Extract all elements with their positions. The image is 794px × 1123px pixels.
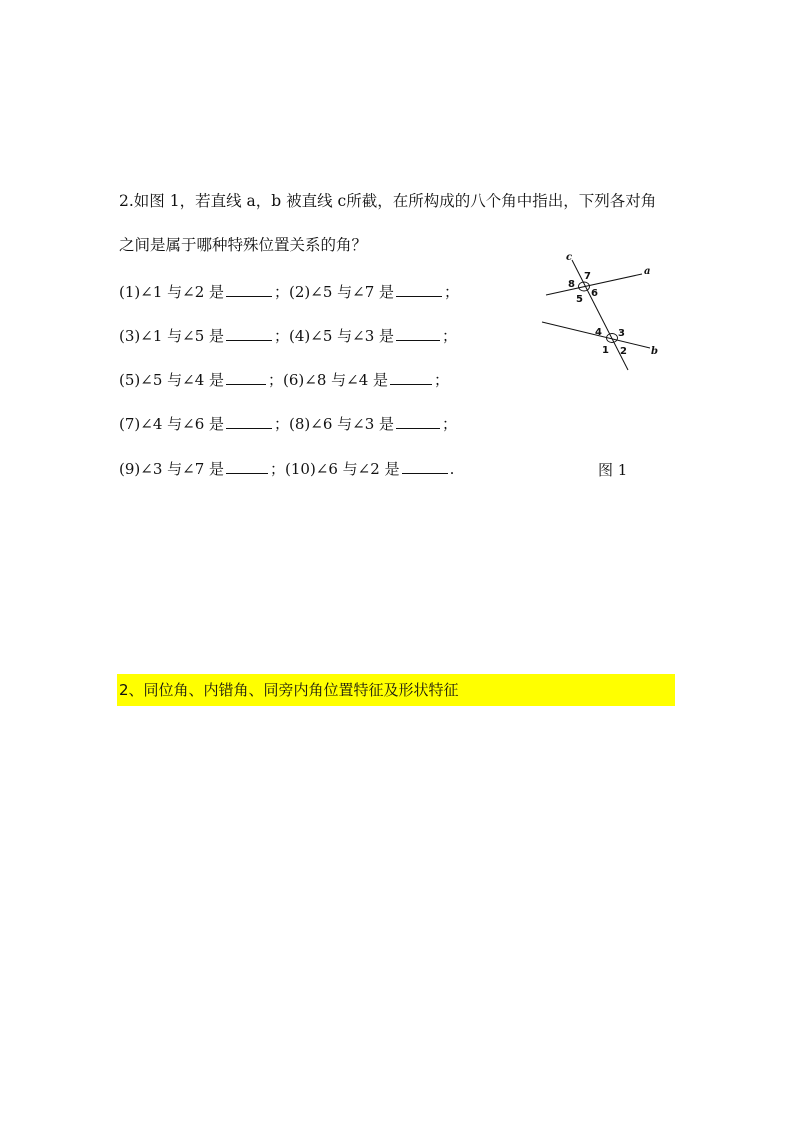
angle-4-label: 4 (595, 327, 602, 338)
answer-blank-6[interactable] (390, 370, 432, 385)
answer-blank-7[interactable] (226, 414, 272, 429)
angle-6-label: 6 (591, 288, 598, 299)
item-9-text: (9)∠3 与∠7 是 (119, 460, 225, 478)
question-row-4 (119, 413, 457, 435)
item-2-text: ；(2)∠5 与∠7 是 (274, 283, 395, 301)
answer-blank-3[interactable] (226, 326, 272, 341)
item-10-text: ；(10)∠6 与∠2 是 (270, 460, 400, 478)
separator: ； (434, 371, 450, 389)
item-3-text: (3)∠1 与∠5 是 (119, 327, 225, 345)
separator: ； (444, 283, 460, 301)
angle-5-label: 5 (576, 294, 583, 305)
item-7-text: (7)∠4 与∠6 是 (119, 415, 225, 433)
question-line-2: 之间是属于哪种特殊位置关系的角？ (119, 236, 368, 254)
item-1-text: (1)∠1 与∠2 是 (119, 283, 225, 301)
angle-8-label: 8 (568, 279, 575, 290)
angle-7-label: 7 (584, 271, 591, 282)
item-5-text: (5)∠5 与∠4 是 (119, 371, 225, 389)
answer-blank-10[interactable] (402, 459, 448, 474)
section-heading: 2、同位角、内错角、同旁内角位置特征及形状特征 (117, 674, 675, 706)
angle-2-label: 2 (620, 346, 627, 357)
question-line-1: 2.如图 1，若直线 a，b 被直线 c所截，在所构成的八个角中指出，下列各对角 (119, 192, 657, 210)
separator: ； (442, 415, 458, 433)
answer-blank-4[interactable] (396, 326, 440, 341)
label-b: b (651, 346, 658, 357)
item-8-text: ；(8)∠6 与∠3 是 (274, 415, 395, 433)
answer-blank-2[interactable] (396, 282, 442, 297)
question-row-1 (119, 281, 459, 303)
label-a: a (644, 266, 651, 277)
item-6-text: ；(6)∠8 与∠4 是 (268, 371, 389, 389)
label-c: c (566, 252, 573, 263)
transversal-figure (536, 248, 666, 378)
answer-blank-5[interactable] (226, 370, 266, 385)
question-row-3 (119, 369, 449, 391)
separator: ； (442, 327, 458, 345)
answer-blank-9[interactable] (226, 459, 268, 474)
answer-blank-1[interactable] (226, 282, 272, 297)
separator: . (449, 460, 455, 478)
figure-caption: 图 1 (598, 461, 628, 479)
question-row-5 (119, 458, 454, 480)
angle-3-label: 3 (618, 328, 625, 339)
question-row-2 (119, 325, 457, 347)
answer-blank-8[interactable] (396, 414, 440, 429)
angle-1-label: 1 (602, 345, 609, 356)
item-4-text: ；(4)∠5 与∠3 是 (274, 327, 395, 345)
